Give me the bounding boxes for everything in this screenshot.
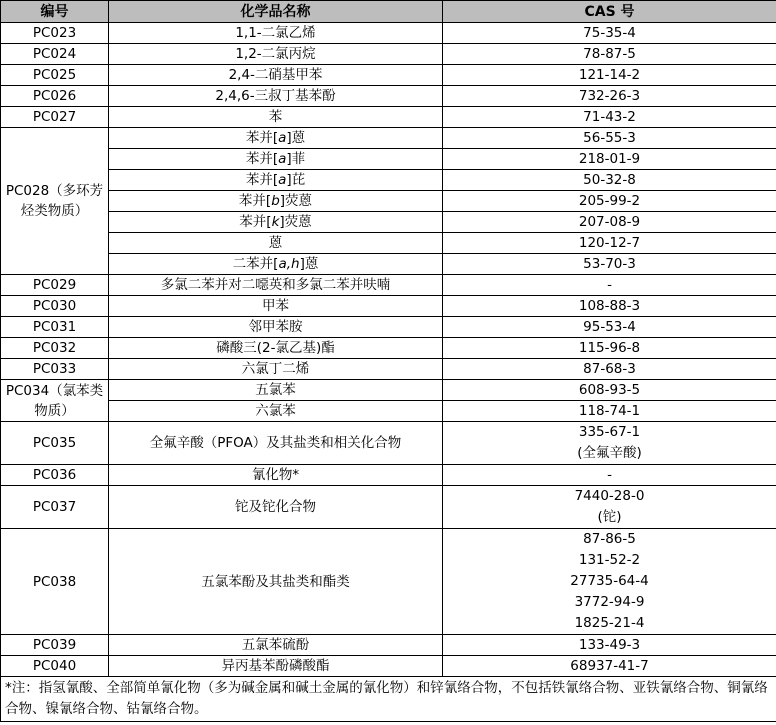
row-id: PC033 — [1, 359, 109, 380]
row-cas: 78-87-5 — [443, 44, 776, 65]
table-row — [1, 317, 776, 338]
row-name: 1,1-二氯乙烯 — [109, 23, 443, 44]
row-cas: 56-55-3 — [443, 128, 776, 149]
table-row — [1, 486, 776, 529]
table-row — [1, 128, 776, 149]
name-prefix: 蒽 — [268, 235, 283, 251]
row-id: PC025 — [1, 65, 109, 86]
row-name: 铊及铊化合物 — [109, 486, 443, 529]
header-name: 化学品名称 — [109, 1, 443, 23]
row-id-group: PC034（氯苯类物质） — [1, 380, 109, 422]
row-name — [109, 233, 443, 254]
table-row — [1, 233, 776, 254]
table-row — [1, 23, 776, 44]
row-id: PC040 — [1, 656, 109, 677]
row-name — [109, 212, 443, 233]
cas-number: 335-67-1 — [578, 424, 641, 440]
name-italic: k — [271, 214, 280, 230]
cas-number: 3772-94-9 — [574, 594, 645, 610]
cas-note: (全氟辛酸) — [577, 445, 642, 461]
row-id: PC026 — [1, 86, 109, 107]
row-cas: - — [443, 275, 776, 296]
row-cas: 207-08-9 — [443, 212, 776, 233]
row-cas: 120-12-7 — [443, 233, 776, 254]
row-cas: 133-49-3 — [443, 635, 776, 656]
row-name: 2,4-二硝基甲苯 — [109, 65, 443, 86]
row-id: PC037 — [1, 486, 109, 529]
table-row — [1, 86, 776, 107]
row-name: 五氯苯酚及其盐类和酯类 — [109, 529, 443, 635]
row-name — [109, 191, 443, 212]
cas-number: 87-86-5 — [583, 531, 636, 547]
cas-number: 27735-64-4 — [570, 573, 649, 589]
row-cas: 68937-41-7 — [443, 656, 776, 677]
name-prefix: 苯并[ — [245, 130, 279, 146]
name-italic: a — [278, 151, 287, 167]
name-italic: a — [278, 172, 287, 188]
name-suffix: ]芘 — [286, 172, 306, 188]
name-suffix: ]蒽 — [286, 130, 306, 146]
table-row — [1, 275, 776, 296]
table-row — [1, 254, 776, 275]
table-row — [1, 296, 776, 317]
table-row — [1, 656, 776, 677]
table-row — [1, 191, 776, 212]
row-cas: 95-53-4 — [443, 317, 776, 338]
row-cas: 732-26-3 — [443, 86, 776, 107]
name-prefix: 苯并[ — [245, 172, 279, 188]
name-italic: b — [271, 193, 280, 209]
note-row — [1, 677, 776, 722]
table-row — [1, 65, 776, 86]
row-id-group: PC028（多环芳烃类物质） — [1, 128, 109, 275]
table-row — [1, 359, 776, 380]
row-name: 异丙基苯酚磷酸酯 — [109, 656, 443, 677]
row-id: PC029 — [1, 275, 109, 296]
row-name: 苯 — [109, 107, 443, 128]
row-name: 六氯丁二烯 — [109, 359, 443, 380]
row-id: PC031 — [1, 317, 109, 338]
row-name: 多氯二苯并对二噁英和多氯二苯并呋喃 — [109, 275, 443, 296]
row-id: PC032 — [1, 338, 109, 359]
header-cas: CAS 号 — [443, 1, 776, 23]
table-row — [1, 380, 776, 401]
table-row — [1, 338, 776, 359]
name-suffix: ]菲 — [286, 151, 306, 167]
row-name: 1,2-二氯丙烷 — [109, 44, 443, 65]
row-name: 全氟辛酸（PFOA）及其盐类和相关化合物 — [109, 422, 443, 465]
row-name — [109, 128, 443, 149]
name-italic: a,h — [278, 256, 300, 272]
row-name: 五氯苯硫酚 — [109, 635, 443, 656]
table-row — [1, 107, 776, 128]
row-name: 五氯苯 — [109, 380, 443, 401]
row-cas: 87-68-3 — [443, 359, 776, 380]
cas-number: 1825-21-4 — [574, 615, 645, 631]
cas-number: 131-52-2 — [578, 552, 641, 568]
row-cas: 50-32-8 — [443, 170, 776, 191]
table-row — [1, 401, 776, 422]
row-id: PC023 — [1, 23, 109, 44]
row-cas: 71-43-2 — [443, 107, 776, 128]
cas-note: (铊) — [597, 509, 622, 525]
row-name — [109, 149, 443, 170]
row-cas: 218-01-9 — [443, 149, 776, 170]
row-cas: 75-35-4 — [443, 23, 776, 44]
row-cas: - — [443, 465, 776, 486]
row-cas — [443, 422, 776, 465]
row-name: 2,4,6-三叔丁基苯酚 — [109, 86, 443, 107]
row-id: PC038 — [1, 529, 109, 635]
row-cas — [443, 529, 776, 635]
table-row — [1, 44, 776, 65]
row-name: 六氯苯 — [109, 401, 443, 422]
name-italic: a — [278, 130, 287, 146]
name-suffix: ]蒽 — [299, 256, 319, 272]
row-name: 邻甲苯胺 — [109, 317, 443, 338]
table-row — [1, 635, 776, 656]
row-cas: 115-96-8 — [443, 338, 776, 359]
row-cas: 53-70-3 — [443, 254, 776, 275]
name-suffix: ]荧蒽 — [279, 193, 313, 209]
row-name: 甲苯 — [109, 296, 443, 317]
table-row — [1, 212, 776, 233]
row-cas: 121-14-2 — [443, 65, 776, 86]
cas-number: 7440-28-0 — [574, 488, 645, 504]
table-row — [1, 149, 776, 170]
row-id: PC027 — [1, 107, 109, 128]
row-id: PC030 — [1, 296, 109, 317]
row-name — [109, 170, 443, 191]
name-prefix: 苯并[ — [238, 193, 272, 209]
row-name: 氰化物* — [109, 465, 443, 486]
footnote: *注：指氢氰酸、全部简单氰化物（多为碱金属和碱土金属的氰化物）和锌氰络合物，不包括铁氰络合物、亚铁氰络合物、铜氰络合物、镍氰络合物、钴氰络合物。 — [1, 677, 776, 722]
row-id: PC024 — [1, 44, 109, 65]
row-cas: 108-88-3 — [443, 296, 776, 317]
row-id: PC035 — [1, 422, 109, 465]
header-id: 编号 — [1, 1, 109, 23]
row-cas: 205-99-2 — [443, 191, 776, 212]
table-row — [1, 465, 776, 486]
table-row — [1, 170, 776, 191]
row-cas — [443, 486, 776, 529]
row-cas: 608-93-5 — [443, 380, 776, 401]
table-row — [1, 422, 776, 465]
name-prefix: 二苯并[ — [232, 256, 279, 272]
row-id: PC036 — [1, 465, 109, 486]
table-row — [1, 529, 776, 635]
header-row — [1, 1, 776, 23]
name-prefix: 苯并[ — [239, 214, 272, 230]
row-name — [109, 254, 443, 275]
row-id: PC039 — [1, 635, 109, 656]
row-cas: 118-74-1 — [443, 401, 776, 422]
name-suffix: ]荧蒽 — [279, 214, 312, 230]
name-prefix: 苯并[ — [245, 151, 279, 167]
row-name: 磷酸三(2-氯乙基)酯 — [109, 338, 443, 359]
